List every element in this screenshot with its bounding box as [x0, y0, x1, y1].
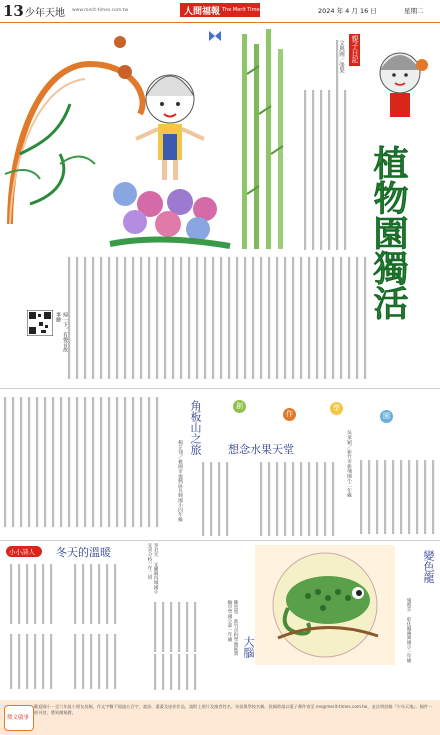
poem-tag-label: 小小詩人: [9, 548, 35, 556]
article-byline: 陳恩旭 新竹市科學園區實驗中學國小部一年級: [227, 600, 238, 656]
article-title: 想念水果天堂: [228, 443, 294, 456]
feature-illustration: [0, 24, 300, 259]
qr-code[interactable]: [27, 310, 53, 336]
issue-date: 2024 年 4 月 16 日: [318, 7, 377, 15]
logo-chinese: 人間福報: [184, 7, 221, 17]
article-byline: 吳承穎／新竹市新埔國小二年級: [346, 430, 351, 498]
page-number: 13: [3, 2, 24, 20]
bubble-yuan: 園: [380, 410, 393, 423]
article-title: 大腦: [242, 636, 255, 658]
feature-byline: 文與圖／張果: [338, 40, 344, 73]
article-title: 角板山之旅: [189, 400, 202, 455]
article-byline: 楊芷翎／桃園市復興區長興國小四年級: [177, 440, 182, 522]
section-divider: [0, 540, 440, 541]
article-1-body-text: [2, 395, 177, 535]
article-byline: 施昀芬 彰化縣溪湖國小三年級: [406, 598, 411, 663]
feature-title: 植物園獨活: [368, 145, 408, 320]
bubble-zuo: 作: [283, 408, 296, 421]
logo-english: The Merit Times: [222, 7, 263, 13]
footer-notice: 歡迎國小一至六年級小朋友投稿，作文字數不超過五百字，童詩、畫畫及迷你作品，請附上照片及繪者姓名、年級與學校名稱。投稿時請以電子郵件寄至 ms@merit-times.com.tw，並註明投稿『少年天地』。稿件一經刊登，將致贈稿費。: [34, 704, 433, 715]
feature-body-text-top: [300, 30, 360, 255]
chameleon-artwork: [258, 548, 392, 662]
article-title: 變色龍: [422, 550, 435, 583]
bubble-chuang: 創: [233, 400, 246, 413]
article-title: 冬天的溫暖: [56, 546, 111, 559]
article-3-body-text: [4, 562, 229, 696]
qr-caption: 掃一下，有聲音故事聽: [55, 312, 68, 352]
article-2-body-text: [200, 460, 438, 540]
author-portrait: [370, 45, 430, 125]
section-name: 少年天地: [25, 8, 65, 19]
footer-logo-text: 徵文啟事: [7, 715, 30, 721]
bubble-xue: 學: [330, 402, 343, 415]
article-byline: 李君光 文蘭縣內城國小先青分校三年二班: [147, 543, 158, 594]
column-title: 親子日記: [351, 35, 359, 63]
issue-weekday: 星期二: [404, 7, 424, 15]
site-url[interactable]: www.merit-times.com.tw: [72, 8, 129, 13]
section-divider: [0, 388, 440, 389]
